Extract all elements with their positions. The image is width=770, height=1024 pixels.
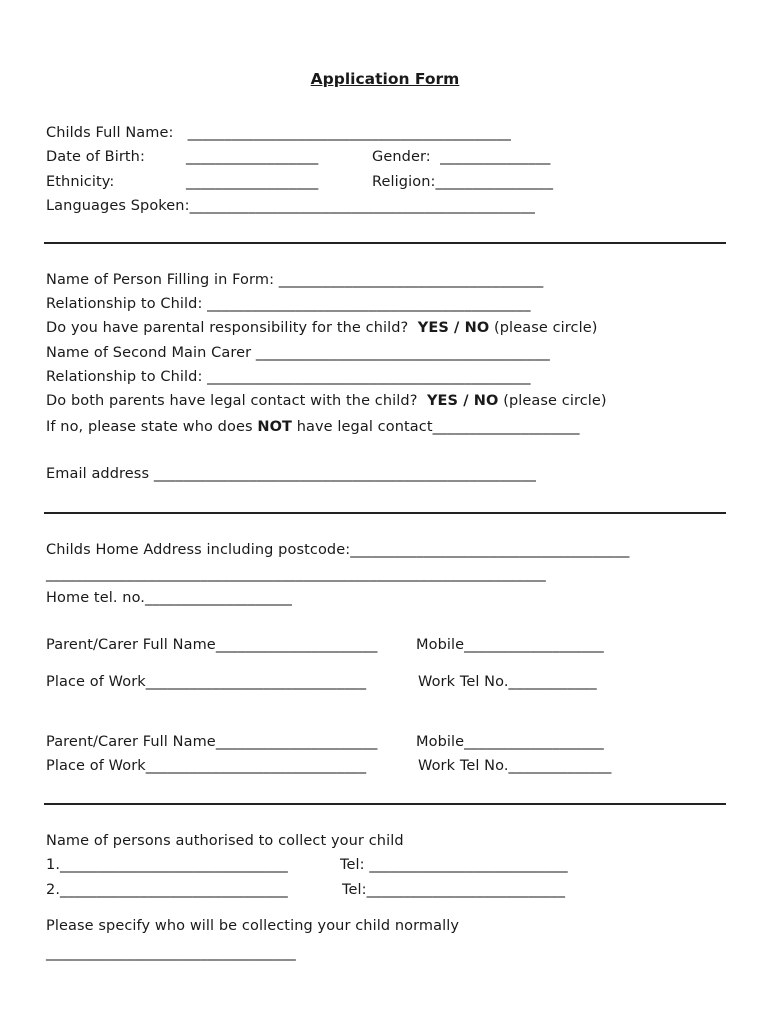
carer1-work-tel-field[interactable]: Work Tel No.____________ <box>418 674 597 690</box>
religion-field[interactable]: Religion:________________ <box>372 174 554 190</box>
carer2-work-field[interactable]: Place of Work______________________________ <box>46 758 367 774</box>
parental-circle-note: (please circle) <box>494 320 598 336</box>
gender-field[interactable]: Gender: _______________ <box>372 149 551 165</box>
ethnicity-label: Ethnicity: <box>46 174 115 190</box>
legal-question-text: Do both parents have legal contact with the child? <box>46 393 418 409</box>
parental-responsibility-question <box>46 319 598 337</box>
carer2-work-tel-field[interactable]: Work Tel No.______________ <box>418 758 612 774</box>
authorised-person-1-field[interactable]: 1._______________________________ <box>46 857 288 873</box>
second-carer-field[interactable]: Name of Second Main Carer ________________________________________ <box>46 345 550 361</box>
languages-field[interactable]: Languages Spoken:_______________________________________________ <box>46 198 536 214</box>
home-address-line-2[interactable]: ____________________________________________________________________ <box>46 566 546 582</box>
carer1-work-field[interactable]: Place of Work______________________________ <box>46 674 367 690</box>
collection-heading: Name of persons authorised to collect your child <box>46 833 404 849</box>
authorised-person-2-field[interactable]: 2._______________________________ <box>46 882 288 898</box>
section-divider <box>44 512 726 514</box>
normal-collector-question: Please specify who will be collecting your child normally <box>46 918 460 934</box>
authorised-person-2-tel-field[interactable]: Tel:___________________________ <box>342 882 566 898</box>
carer1-mobile-field[interactable]: Mobile___________________ <box>416 637 604 653</box>
email-field[interactable]: Email address ____________________________________________________ <box>46 466 537 482</box>
if-no-legal-contact-field[interactable] <box>46 418 580 436</box>
dob-label: Date of Birth: <box>46 149 145 165</box>
child-full-name-field[interactable]: Childs Full Name: ____________________________________________ <box>46 125 512 141</box>
carer1-name-field[interactable]: Parent/Carer Full Name______________________ <box>46 637 378 653</box>
home-tel-field[interactable]: Home tel. no.____________________ <box>46 590 292 606</box>
ethnicity-field[interactable]: __________________ <box>186 174 319 190</box>
carer2-mobile-field[interactable]: Mobile___________________ <box>416 734 604 750</box>
relationship-field-2[interactable]: Relationship to Child: ____________________________________________ <box>46 369 531 385</box>
person-filling-field[interactable]: Name of Person Filling in Form: ____________________________________ <box>46 272 544 288</box>
parental-yes-no[interactable]: YES / NO <box>417 320 490 336</box>
relationship-field-1[interactable]: Relationship to Child: ____________________________________________ <box>46 296 531 312</box>
if-no-text: If no, please state who does <box>46 419 253 435</box>
section-divider <box>44 803 726 805</box>
home-address-field[interactable]: Childs Home Address including postcode:______________________________________ <box>46 542 630 558</box>
legal-yes-no[interactable]: YES / NO <box>426 393 499 409</box>
if-no-blank[interactable]: have legal contact____________________ <box>296 419 580 435</box>
authorised-person-1-tel-field[interactable]: Tel: ___________________________ <box>340 857 568 873</box>
carer2-name-field[interactable]: Parent/Carer Full Name______________________ <box>46 734 378 750</box>
legal-circle-note: (please circle) <box>503 393 607 409</box>
parental-question-text: Do you have parental responsibility for the child? <box>46 320 409 336</box>
form-title: Application Form <box>310 70 460 88</box>
legal-contact-question <box>46 392 607 410</box>
section-divider <box>44 242 726 244</box>
normal-collector-field[interactable]: __________________________________ <box>46 945 296 961</box>
dob-field[interactable]: __________________ <box>186 149 319 165</box>
not-emphasis: NOT <box>257 419 292 435</box>
